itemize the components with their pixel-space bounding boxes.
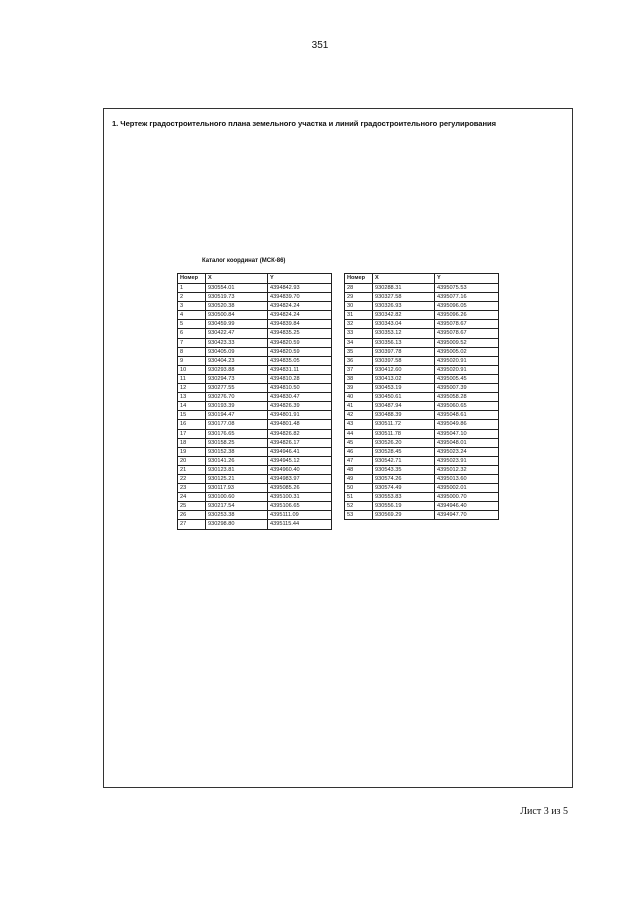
table-row [345,338,499,347]
table-row [345,329,499,338]
point-number-cell: 43 [345,420,373,429]
y-coordinate-cell: 4395085.26 [268,484,332,493]
point-number-cell: 12 [178,384,206,393]
point-number-cell: 8 [178,347,206,356]
point-number-cell: 52 [345,502,373,511]
y-coordinate-cell: 4394839.70 [268,293,332,302]
table-row [345,384,499,393]
coordinates-table-left [177,273,332,530]
table-row [345,511,499,520]
table-row [178,438,332,447]
table-row [345,311,499,320]
table-row [345,429,499,438]
table-row [345,320,499,329]
table-row [178,474,332,483]
x-coordinate-cell: 930353.12 [373,329,435,338]
y-coordinate-cell: 4394801.91 [268,411,332,420]
y-coordinate-cell: 4395020.91 [435,356,499,365]
x-coordinate-cell: 930343.04 [373,320,435,329]
point-number-cell: 39 [345,384,373,393]
point-number-cell: 45 [345,438,373,447]
y-coordinate-cell: 4394839.84 [268,320,332,329]
y-coordinate-cell: 4394826.82 [268,429,332,438]
point-number-cell: 46 [345,447,373,456]
y-coordinate-cell: 4395007.39 [435,384,499,393]
point-number-cell: 19 [178,447,206,456]
x-coordinate-cell: 930152.38 [206,447,268,456]
y-coordinate-cell: 4395075.53 [435,284,499,293]
x-coordinate-cell: 930253.38 [206,511,268,520]
y-coordinate-cell: 4394810.50 [268,384,332,393]
x-coordinate-cell: 930453.19 [373,384,435,393]
x-coordinate-cell: 930141.26 [206,456,268,465]
table-row [178,429,332,438]
column-header-x: X [373,274,435,284]
table-row [345,447,499,456]
y-coordinate-cell: 4395106.65 [268,502,332,511]
table-row [345,465,499,474]
x-coordinate-cell: 930342.82 [373,311,435,320]
point-number-cell: 21 [178,465,206,474]
point-number-cell: 37 [345,365,373,374]
point-number-cell: 20 [178,456,206,465]
x-coordinate-cell: 930194.47 [206,411,268,420]
point-number-cell: 53 [345,511,373,520]
y-coordinate-cell: 4394946.40 [435,502,499,511]
point-number-cell: 35 [345,347,373,356]
drawing-frame [103,108,573,788]
x-coordinate-cell: 930569.29 [373,511,435,520]
point-number-cell: 14 [178,402,206,411]
x-coordinate-cell: 930487.94 [373,402,435,411]
y-coordinate-cell: 4395078.67 [435,329,499,338]
x-coordinate-cell: 930294.73 [206,374,268,383]
point-number-cell: 11 [178,374,206,383]
x-coordinate-cell: 930511.78 [373,429,435,438]
coordinates-table-right [344,273,499,520]
table-row [345,493,499,502]
y-coordinate-cell: 4394820.59 [268,347,332,356]
table-row [345,484,499,493]
table-row [178,447,332,456]
x-coordinate-cell: 930158.25 [206,438,268,447]
table-row [178,511,332,520]
table-row [345,411,499,420]
x-coordinate-cell: 930412.60 [373,365,435,374]
y-coordinate-cell: 4394960.40 [268,465,332,474]
y-coordinate-cell: 4395005.45 [435,374,499,383]
x-coordinate-cell: 930542.71 [373,456,435,465]
x-coordinate-cell: 930404.23 [206,356,268,365]
table-row [345,356,499,365]
x-coordinate-cell: 930459.99 [206,320,268,329]
x-coordinate-cell: 930123.81 [206,465,268,474]
point-number-cell: 3 [178,302,206,311]
y-coordinate-cell: 4395048.61 [435,411,499,420]
table-row [178,284,332,293]
x-coordinate-cell: 930405.09 [206,347,268,356]
y-coordinate-cell: 4394842.93 [268,284,332,293]
y-coordinate-cell: 4394947.70 [435,511,499,520]
y-coordinate-cell: 4395047.10 [435,429,499,438]
y-coordinate-cell: 4395096.05 [435,302,499,311]
y-coordinate-cell: 4395013.60 [435,474,499,483]
point-number-cell: 44 [345,429,373,438]
y-coordinate-cell: 4394946.41 [268,447,332,456]
y-coordinate-cell: 4395111.09 [268,511,332,520]
table-row [178,456,332,465]
x-coordinate-cell: 930100.60 [206,493,268,502]
y-coordinate-cell: 4395023.91 [435,456,499,465]
point-number-cell: 24 [178,493,206,502]
table-row [178,356,332,365]
y-coordinate-cell: 4394810.28 [268,374,332,383]
x-coordinate-cell: 930519.73 [206,293,268,302]
point-number-cell: 18 [178,438,206,447]
x-coordinate-cell: 930488.39 [373,411,435,420]
column-header-x: X [206,274,268,284]
point-number-cell: 48 [345,465,373,474]
table-row [345,502,499,511]
table-row [345,438,499,447]
point-number-cell: 26 [178,511,206,520]
point-number-cell: 33 [345,329,373,338]
sheet-label: Лист 3 из 5 [520,806,568,817]
y-coordinate-cell: 4395058.28 [435,393,499,402]
table-row [178,311,332,320]
y-coordinate-cell: 4395012.32 [435,465,499,474]
point-number-cell: 7 [178,338,206,347]
table-row [178,347,332,356]
table-row [178,374,332,383]
table-row [345,284,499,293]
y-coordinate-cell: 4394801.48 [268,420,332,429]
table-row [345,420,499,429]
table-row [345,456,499,465]
table-row [178,493,332,502]
y-coordinate-cell: 4394826.39 [268,402,332,411]
x-coordinate-cell: 930553.83 [373,493,435,502]
point-number-cell: 2 [178,293,206,302]
y-coordinate-cell: 4395048.01 [435,438,499,447]
point-number-cell: 34 [345,338,373,347]
table-row [178,365,332,374]
point-number-cell: 42 [345,411,373,420]
catalog-title: Каталог координат (МСК-86) [202,258,286,264]
y-coordinate-cell: 4394945.12 [268,456,332,465]
table-row [178,411,332,420]
point-number-cell: 22 [178,474,206,483]
point-number-cell: 16 [178,420,206,429]
point-number-cell: 41 [345,402,373,411]
x-coordinate-cell: 930356.13 [373,338,435,347]
table-row [178,293,332,302]
x-coordinate-cell: 930117.93 [206,484,268,493]
y-coordinate-cell: 4395023.24 [435,447,499,456]
point-number-cell: 15 [178,411,206,420]
x-coordinate-cell: 930500.84 [206,311,268,320]
column-header-y: Y [435,274,499,284]
x-coordinate-cell: 930450.61 [373,393,435,402]
x-coordinate-cell: 930217.54 [206,502,268,511]
table-row [345,474,499,483]
x-coordinate-cell: 930277.55 [206,384,268,393]
point-number-cell: 28 [345,284,373,293]
y-coordinate-cell: 4395005.02 [435,347,499,356]
table-row [178,502,332,511]
table-row [345,402,499,411]
x-coordinate-cell: 930276.70 [206,393,268,402]
column-header-number: Номер [345,274,373,284]
x-coordinate-cell: 930543.35 [373,465,435,474]
point-number-cell: 25 [178,502,206,511]
point-number-cell: 31 [345,311,373,320]
x-coordinate-cell: 930554.01 [206,284,268,293]
y-coordinate-cell: 4394820.59 [268,338,332,347]
y-coordinate-cell: 4395000.70 [435,493,499,502]
point-number-cell: 27 [178,520,206,529]
section-heading: 1. Чертеж градостроительного плана земельного участка и линий градостроительного регулирования [112,119,497,128]
page-number: 351 [311,40,329,51]
y-coordinate-cell: 4394835.05 [268,356,332,365]
point-number-cell: 49 [345,474,373,483]
y-coordinate-cell: 4395020.91 [435,365,499,374]
column-header-number: Номер [178,274,206,284]
x-coordinate-cell: 930327.58 [373,293,435,302]
x-coordinate-cell: 930528.45 [373,447,435,456]
x-coordinate-cell: 930177.08 [206,420,268,429]
y-coordinate-cell: 4395060.65 [435,402,499,411]
point-number-cell: 5 [178,320,206,329]
table-row [178,520,332,529]
point-number-cell: 38 [345,374,373,383]
x-coordinate-cell: 930574.26 [373,474,435,483]
x-coordinate-cell: 930397.58 [373,356,435,365]
y-coordinate-cell: 4395100.31 [268,493,332,502]
y-coordinate-cell: 4394831.11 [268,365,332,374]
table-row [178,484,332,493]
x-coordinate-cell: 930574.49 [373,484,435,493]
table-row [178,329,332,338]
y-coordinate-cell: 4395077.16 [435,293,499,302]
point-number-cell: 32 [345,320,373,329]
y-coordinate-cell: 4395078.67 [435,320,499,329]
y-coordinate-cell: 4394830.47 [268,393,332,402]
y-coordinate-cell: 4394826.17 [268,438,332,447]
table-row [345,347,499,356]
y-coordinate-cell: 4395049.86 [435,420,499,429]
point-number-cell: 10 [178,365,206,374]
point-number-cell: 50 [345,484,373,493]
table-row [345,374,499,383]
table-row [178,384,332,393]
x-coordinate-cell: 930511.72 [373,420,435,429]
x-coordinate-cell: 930423.33 [206,338,268,347]
x-coordinate-cell: 930293.88 [206,365,268,374]
y-coordinate-cell: 4395009.52 [435,338,499,347]
table-header-row [178,274,332,284]
y-coordinate-cell: 4394983.97 [268,474,332,483]
x-coordinate-cell: 930326.93 [373,302,435,311]
y-coordinate-cell: 4394835.25 [268,329,332,338]
point-number-cell: 47 [345,456,373,465]
table-row [178,420,332,429]
x-coordinate-cell: 930125.21 [206,474,268,483]
y-coordinate-cell: 4395115.44 [268,520,332,529]
table-row [178,402,332,411]
y-coordinate-cell: 4395096.26 [435,311,499,320]
point-number-cell: 13 [178,393,206,402]
x-coordinate-cell: 930298.80 [206,520,268,529]
y-coordinate-cell: 4394824.24 [268,311,332,320]
x-coordinate-cell: 930556.19 [373,502,435,511]
point-number-cell: 36 [345,356,373,365]
table-row [345,393,499,402]
table-row [178,302,332,311]
x-coordinate-cell: 930288.31 [373,284,435,293]
table-row [345,302,499,311]
point-number-cell: 17 [178,429,206,438]
point-number-cell: 30 [345,302,373,311]
x-coordinate-cell: 930526.20 [373,438,435,447]
point-number-cell: 23 [178,484,206,493]
point-number-cell: 51 [345,493,373,502]
table-row [345,365,499,374]
table-row [178,393,332,402]
x-coordinate-cell: 930413.02 [373,374,435,383]
x-coordinate-cell: 930397.78 [373,347,435,356]
x-coordinate-cell: 930193.39 [206,402,268,411]
point-number-cell: 6 [178,329,206,338]
table-row [345,293,499,302]
table-row [178,465,332,474]
point-number-cell: 29 [345,293,373,302]
y-coordinate-cell: 4394824.24 [268,302,332,311]
point-number-cell: 40 [345,393,373,402]
table-row [178,320,332,329]
x-coordinate-cell: 930520.38 [206,302,268,311]
point-number-cell: 4 [178,311,206,320]
x-coordinate-cell: 930176.65 [206,429,268,438]
column-header-y: Y [268,274,332,284]
point-number-cell: 9 [178,356,206,365]
point-number-cell: 1 [178,284,206,293]
x-coordinate-cell: 930422.47 [206,329,268,338]
y-coordinate-cell: 4395002.01 [435,484,499,493]
table-row [178,338,332,347]
table-header-row [345,274,499,284]
